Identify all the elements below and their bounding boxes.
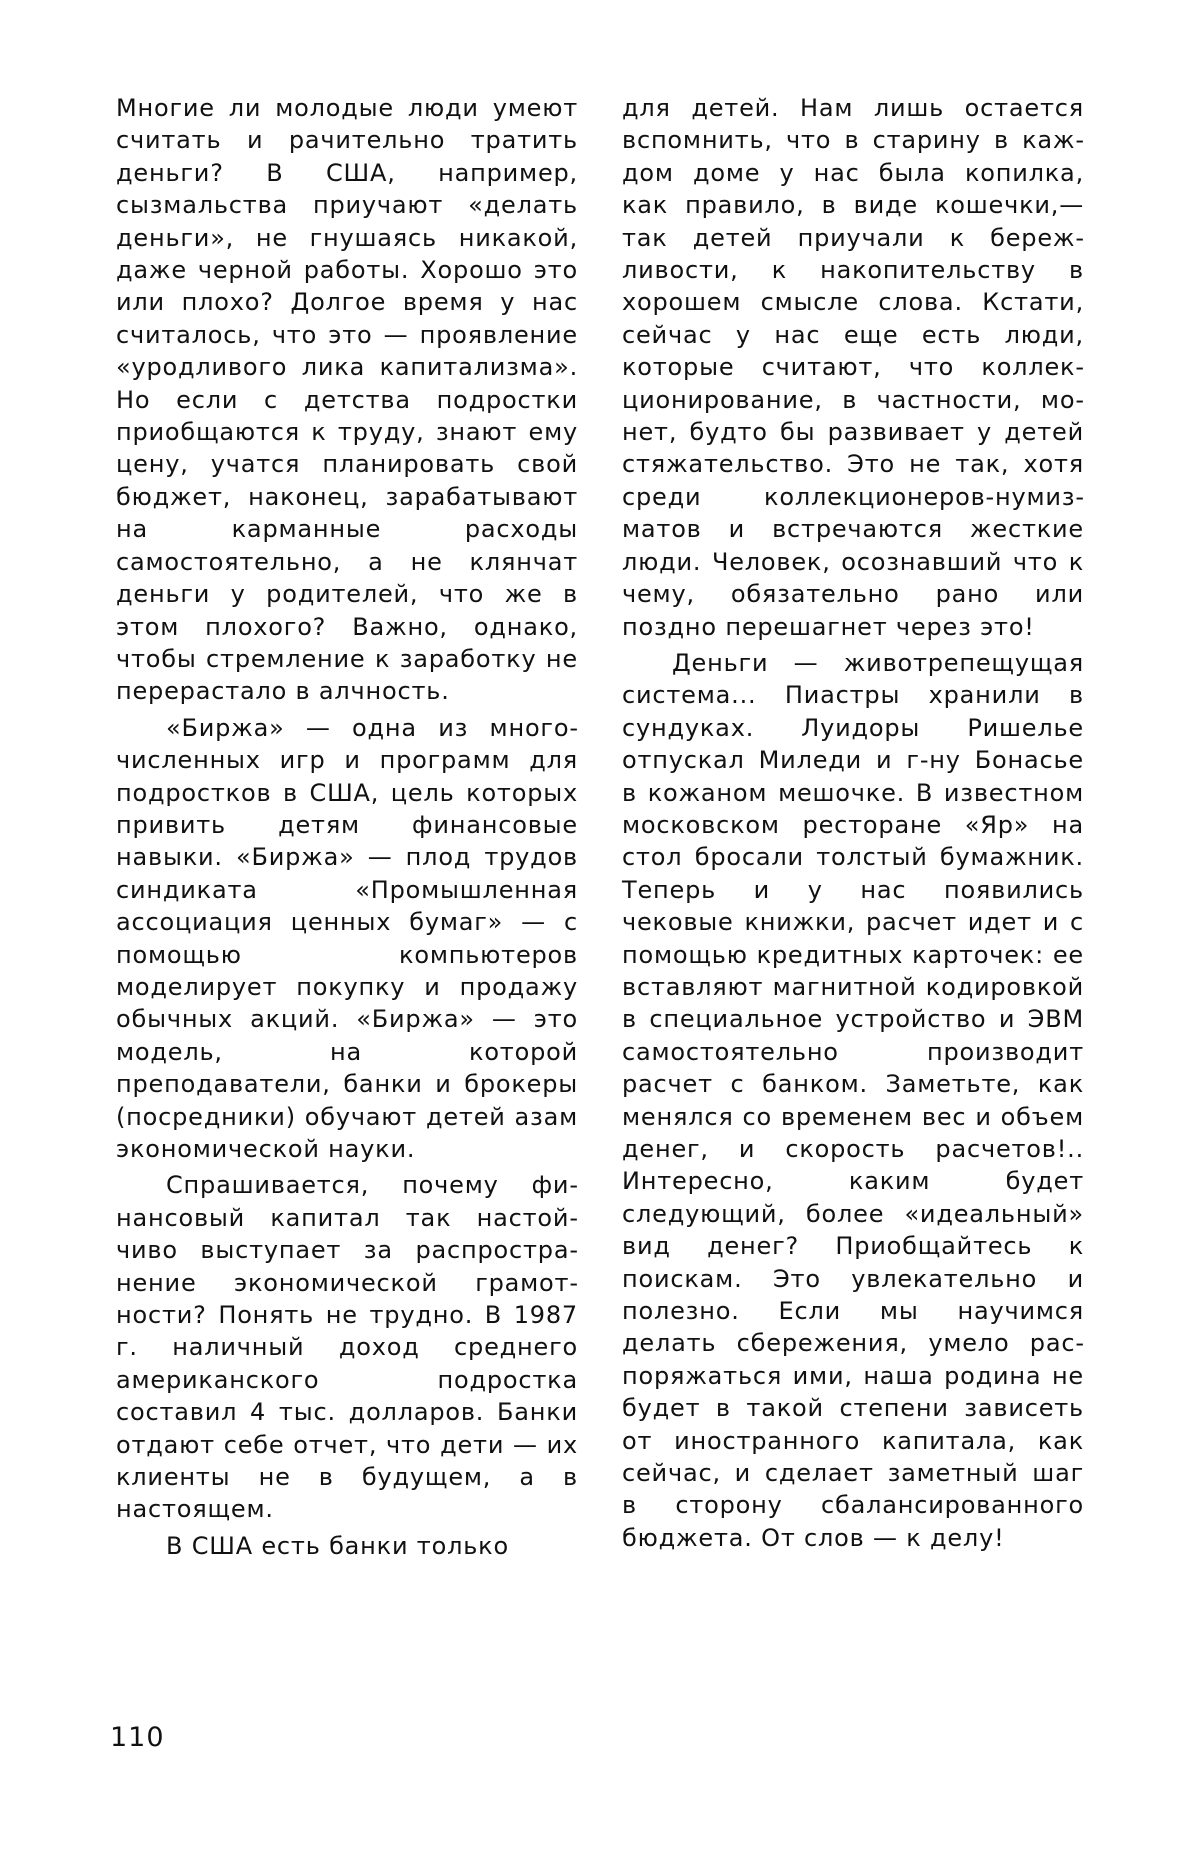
left-text-column — [116, 92, 578, 1562]
paragraph: для детей. Нам лишь остается вспомнить, что в старину в каждом доме у нас была копилка, как правило, в виде кошечки,— так детей приучали к бережливости, к накопительству в хорошем смысле слова. Кстати, сейчас у нас еще есть люди, которые считают, что коллекционирование, в частности, монет, будто бы развивает у детей стяжательство. Это не так, хотя среди коллекционеров-нумизматов и встречаются жесткие люди. Человек, осознавший что к чему, обязательно рано или поздно перешагнет через это! — [622, 94, 1084, 641]
paragraph: В США есть банки только — [166, 1531, 509, 1560]
paragraph: Деньги — животрепещущая система... Пиастры хранили в сундуках. Луидоры Ришелье отпускал Миледи и г-ну Бонасье в кожаном мешочке. В известном московском ресторане «Яр» на стол бросали толстый бумажник. Теперь и у нас появились чековые книжки, расчет идет и с помощью кредитных карточек: ее вставляют магнитной кодировкой в специальное устройство и ЭВМ самостоятельно производит расчет с банком. Заметьте, как менялся со временем вес и объем денег, и скорость расчетов!.. Интересно, каким будет следующий, более «идеальный» вид денег? Приобщайтесь к поискам. Это увлекательно и полезно. Если мы научимся делать сбережения, умело распоряжаться ими, наша родина не будет в такой степени зависеть от иностранного капитала, как сейчас, и сделает заметный шаг в сторону сбалансированного бюджета. От слов — к делу! — [622, 648, 1084, 1552]
paragraph: Многие ли молодые люди умеют считать и рачительно тратить деньги? В США, например, сызмальства приучают «делать деньги», не гнушаясь никакой, даже черной работы. Хорошо это или плохо? Долгое время у нас считалось, что это — проявление «уродливого лика капитализма». Но если с детства подростки приобщаются к труду, знают ему цену, учатся планировать свой бюджет, наконец, зарабатывают на карманные расходы самостоятельно, а не клянчат деньги у родителей, что же в этом плохого? Важно, однако, чтобы стремление к заработку не перерастало в алчность. — [116, 94, 578, 706]
page-number: 110 — [110, 1722, 165, 1753]
paragraph: Спрашивается, почему финансовый капитал так настойчиво выступает за распространение экономической грамотности? Понять не трудно. В 1987 г. наличный доход среднего американского подростка составил 4 тыс. долларов. Банки отдают себе отчет, что дети — их клиенты не в будущем, а в настоящем. — [116, 1171, 578, 1524]
right-text-column — [622, 92, 1084, 1554]
paragraph: «Биржа» — одна из многочисленных игр и программ для подростков в США, цель которых привить детям финансовые навыки. «Биржа» — плод трудов синдиката «Промышленная ассоциация ценных бумаг» — с помощью компьютеров моделирует покупку и продажу обычных акций. «Биржа» — это модель, на которой преподаватели, банки и брокеры (посредники) обучают детей азам экономической науки. — [116, 713, 578, 1163]
